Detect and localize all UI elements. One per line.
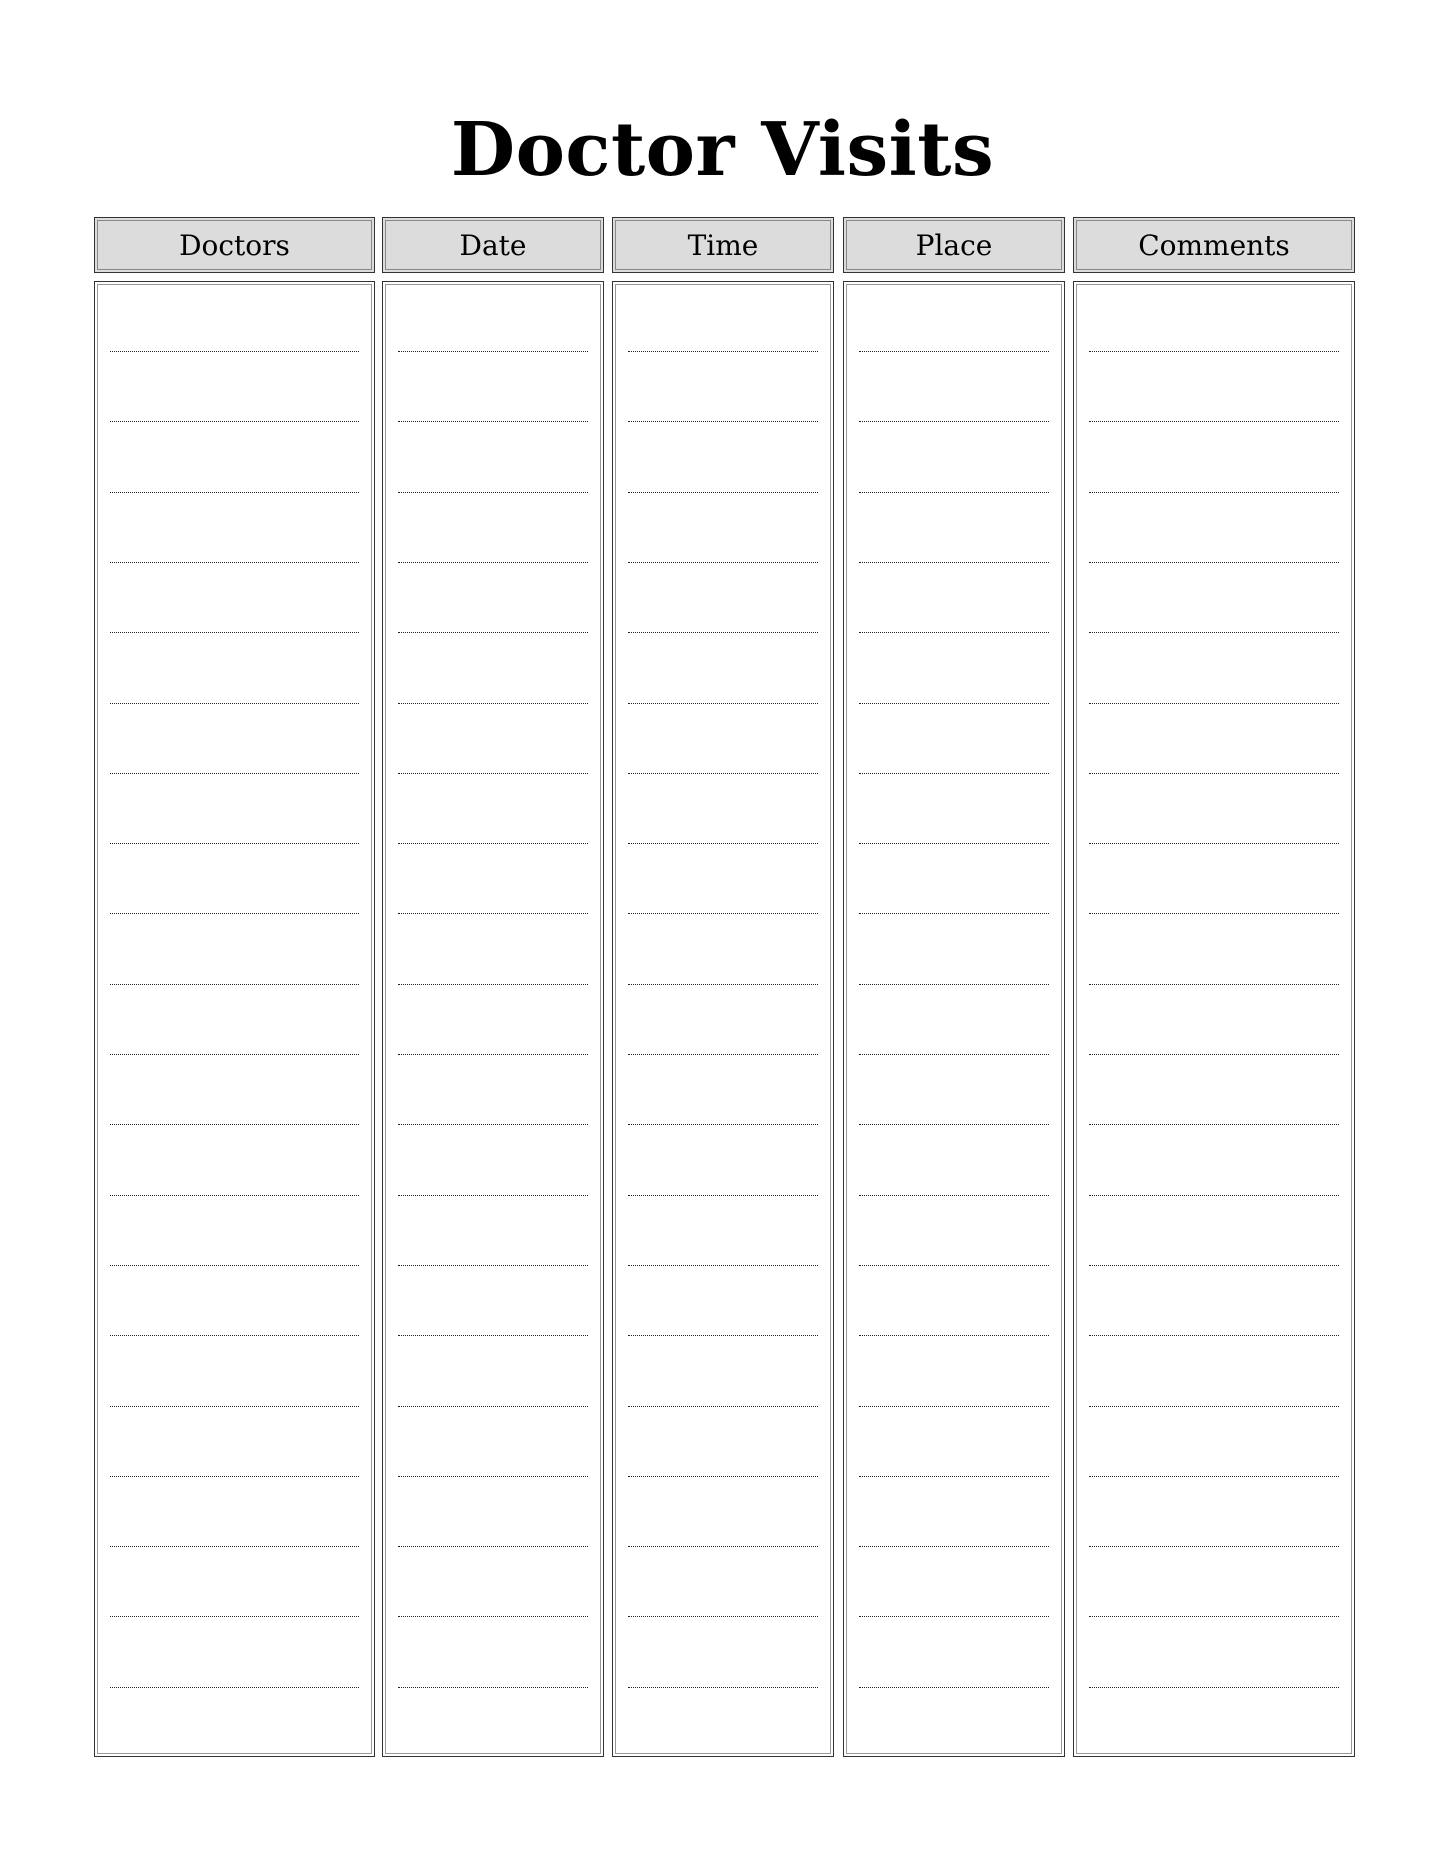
column-header-time: Time (612, 217, 834, 273)
date-entry-line[interactable] (398, 1406, 588, 1407)
date-entry-line[interactable] (398, 492, 588, 493)
date-entry-line[interactable] (398, 351, 588, 352)
comments-entry-line[interactable] (1089, 562, 1339, 563)
place-entry-line[interactable] (859, 562, 1049, 563)
date-entry-line[interactable] (398, 1546, 588, 1547)
place-entry-line[interactable] (859, 1406, 1049, 1407)
doctors-entry-line[interactable] (110, 984, 359, 985)
column-body-time (612, 281, 834, 1757)
comments-entry-line[interactable] (1089, 1687, 1339, 1688)
date-entry-line[interactable] (398, 562, 588, 563)
time-entry-line[interactable] (628, 1546, 818, 1547)
doctors-entry-line[interactable] (110, 1265, 359, 1266)
doctors-entry-line[interactable] (110, 1476, 359, 1477)
comments-entry-line[interactable] (1089, 703, 1339, 704)
place-entry-line[interactable] (859, 843, 1049, 844)
time-entry-line[interactable] (628, 984, 818, 985)
time-entry-line[interactable] (628, 562, 818, 563)
comments-entry-line[interactable] (1089, 1054, 1339, 1055)
date-entry-line[interactable] (398, 1616, 588, 1617)
place-entry-line[interactable] (859, 351, 1049, 352)
place-entry-line[interactable] (859, 913, 1049, 914)
place-entry-line[interactable] (859, 421, 1049, 422)
comments-entry-line[interactable] (1089, 1195, 1339, 1196)
comments-entry-line[interactable] (1089, 1476, 1339, 1477)
column-header-place: Place (843, 217, 1065, 273)
comments-entry-line[interactable] (1089, 843, 1339, 844)
doctors-entry-line[interactable] (110, 1616, 359, 1617)
doctors-entry-line[interactable] (110, 1546, 359, 1547)
column-body-date (382, 281, 604, 1757)
place-entry-line[interactable] (859, 1335, 1049, 1336)
place-entry-line[interactable] (859, 1687, 1049, 1688)
time-entry-line[interactable] (628, 1616, 818, 1617)
place-entry-line[interactable] (859, 984, 1049, 985)
doctors-entry-line[interactable] (110, 703, 359, 704)
comments-entry-line[interactable] (1089, 984, 1339, 985)
time-entry-line[interactable] (628, 421, 818, 422)
place-entry-line[interactable] (859, 1124, 1049, 1125)
doctors-entry-line[interactable] (110, 1054, 359, 1055)
date-entry-line[interactable] (398, 1265, 588, 1266)
column-header-date: Date (382, 217, 604, 273)
date-entry-line[interactable] (398, 843, 588, 844)
place-entry-line[interactable] (859, 1195, 1049, 1196)
page-title: Doctor Visits (450, 107, 995, 193)
doctors-entry-line[interactable] (110, 913, 359, 914)
doctors-entry-line[interactable] (110, 492, 359, 493)
place-entry-line[interactable] (859, 1476, 1049, 1477)
comments-entry-line[interactable] (1089, 913, 1339, 914)
time-entry-line[interactable] (628, 492, 818, 493)
time-entry-line[interactable] (628, 843, 818, 844)
comments-entry-line[interactable] (1089, 632, 1339, 633)
comments-entry-line[interactable] (1089, 351, 1339, 352)
comments-entry-line[interactable] (1089, 773, 1339, 774)
time-entry-line[interactable] (628, 1054, 818, 1055)
date-entry-line[interactable] (398, 1687, 588, 1688)
comments-entry-line[interactable] (1089, 1124, 1339, 1125)
time-entry-line[interactable] (628, 1124, 818, 1125)
doctors-entry-line[interactable] (110, 773, 359, 774)
place-entry-line[interactable] (859, 1265, 1049, 1266)
time-entry-line[interactable] (628, 1265, 818, 1266)
place-entry-line[interactable] (859, 1546, 1049, 1547)
time-entry-line[interactable] (628, 351, 818, 352)
time-entry-line[interactable] (628, 773, 818, 774)
date-entry-line[interactable] (398, 1124, 588, 1125)
comments-entry-line[interactable] (1089, 1546, 1339, 1547)
doctors-entry-line[interactable] (110, 843, 359, 844)
time-entry-line[interactable] (628, 703, 818, 704)
doctors-entry-line[interactable] (110, 632, 359, 633)
date-entry-line[interactable] (398, 1054, 588, 1055)
time-entry-line[interactable] (628, 1406, 818, 1407)
date-entry-line[interactable] (398, 984, 588, 985)
column-body-comments (1073, 281, 1355, 1757)
time-entry-line[interactable] (628, 1476, 818, 1477)
doctors-entry-line[interactable] (110, 351, 359, 352)
doctors-entry-line[interactable] (110, 421, 359, 422)
date-entry-line[interactable] (398, 421, 588, 422)
date-entry-line[interactable] (398, 1476, 588, 1477)
place-entry-line[interactable] (859, 632, 1049, 633)
time-entry-line[interactable] (628, 1335, 818, 1336)
column-body-doctors (94, 281, 375, 1757)
comments-entry-line[interactable] (1089, 1406, 1339, 1407)
time-entry-line[interactable] (628, 1687, 818, 1688)
time-entry-line[interactable] (628, 632, 818, 633)
doctors-entry-line[interactable] (110, 562, 359, 563)
date-entry-line[interactable] (398, 632, 588, 633)
comments-entry-line[interactable] (1089, 1265, 1339, 1266)
time-entry-line[interactable] (628, 913, 818, 914)
place-entry-line[interactable] (859, 703, 1049, 704)
doctors-entry-line[interactable] (110, 1195, 359, 1196)
doctors-entry-line[interactable] (110, 1335, 359, 1336)
comments-entry-line[interactable] (1089, 1616, 1339, 1617)
place-entry-line[interactable] (859, 492, 1049, 493)
date-entry-line[interactable] (398, 1195, 588, 1196)
comments-entry-line[interactable] (1089, 421, 1339, 422)
doctors-entry-line[interactable] (110, 1124, 359, 1125)
time-entry-line[interactable] (628, 1195, 818, 1196)
doctors-entry-line[interactable] (110, 1687, 359, 1688)
date-entry-line[interactable] (398, 913, 588, 914)
column-header-comments: Comments (1073, 217, 1355, 273)
doctors-entry-line[interactable] (110, 1406, 359, 1407)
column-body-place (843, 281, 1065, 1757)
date-entry-line[interactable] (398, 703, 588, 704)
comments-entry-line[interactable] (1089, 492, 1339, 493)
date-entry-line[interactable] (398, 773, 588, 774)
date-entry-line[interactable] (398, 1335, 588, 1336)
place-entry-line[interactable] (859, 773, 1049, 774)
place-entry-line[interactable] (859, 1054, 1049, 1055)
place-entry-line[interactable] (859, 1616, 1049, 1617)
column-header-doctors: Doctors (94, 217, 375, 273)
comments-entry-line[interactable] (1089, 1335, 1339, 1336)
